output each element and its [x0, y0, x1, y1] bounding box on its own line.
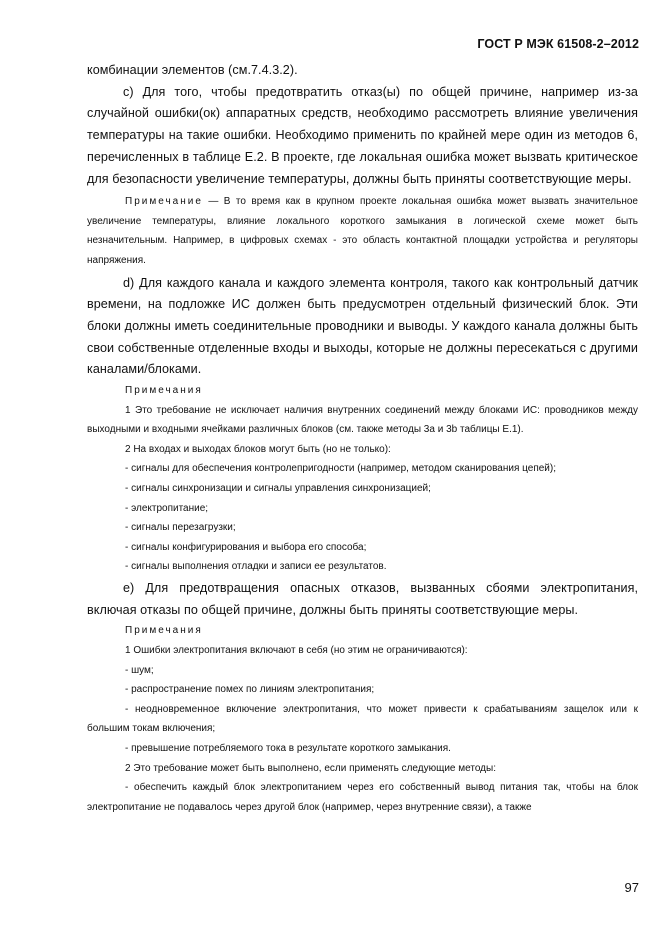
- list-item: - шум;: [125, 664, 154, 676]
- paragraph-continuation: комбинации элементов (см.7.4.3.2).: [87, 63, 298, 77]
- paragraph-d: d) Для каждого канала и каждого элемента контроля, такого как контрольный датчик времени, на подложке ИС должен быть предусмотрен отдельный физический блок. Эти блоки должны иметь соединительные проводники и выводы. У каждого канала должны быть свои собственные отделенные входы и выходы, которые не должны пересекаться с другими каналами/блоками.: [87, 275, 638, 377]
- list-item: - сигналы для обеспечения контролепригодности (например, методом сканирования цепей);: [125, 463, 556, 475]
- note-2-item-2: 2 На входах и выходах блоков могут быть (но не только):: [125, 443, 391, 455]
- note-2-item-1: 1 Это требование не исключает наличия внутренних соединений между блоками ИС: проводников между выходными и входными ячейками различных блоков (см. также методы 3а и 3b таблицы Е.1).: [87, 404, 638, 436]
- page-number: 97: [624, 880, 639, 895]
- note-3-item-1: 1 Ошибки электропитания включают в себя (но этим не ограничиваются):: [125, 645, 468, 657]
- list-item: - сигналы выполнения отладки и записи ее результатов.: [125, 561, 387, 573]
- note-text: — В то время как в крупном проекте локальная ошибка может вызвать значительное увеличение температуры, влияние локального короткого замыкания в логической схеме может быть незначительным. Например, в цифровых схемах - это область контактной площадки устройства и регуляторы напряжения.: [87, 196, 638, 266]
- list-item: - неодновременное включение электропитания, что может привести к срабатываниям защелок или к большим токам включения;: [87, 703, 638, 735]
- note-1: [87, 192, 638, 270]
- paragraph-e: e) Для предотвращения опасных отказов, вызванных сбоями электропитания, включая отказы по общей причине, должны быть приняты соответствующие меры.: [87, 581, 638, 617]
- page-body: [87, 60, 638, 817]
- note-3-item-2: 2 Это требование может быть выполнено, если применять следующие методы:: [125, 762, 496, 774]
- note-label: Примечание: [125, 196, 203, 208]
- list-item: - сигналы перезагрузки;: [125, 522, 236, 534]
- notes-label-3: Примечания: [125, 625, 203, 637]
- list-item: - распространение помех по линиям электропитания;: [125, 684, 375, 696]
- paragraph-c: c) Для того, чтобы предотвратить отказ(ы) по общей причине, например из-за случайной ошибки(ок) аппаратных средств, необходимо рассмотреть влияние увеличения температуры на такие ошибки. Необходимо применить по крайней мере один из методов 6, перечисленных в таблице Е.2. В проекте, где локальная ошибка может вызвать критическое для безопасности увеличение температуры, должны быть приняты соответствующие меры.: [87, 84, 638, 186]
- notes-label-2: Примечания: [125, 385, 203, 397]
- page-header: ГОСТ Р МЭК 61508-2–2012: [477, 37, 639, 51]
- list-item: - обеспечить каждый блок электропитанием через его собственный вывод питания так, чтобы на блок электропитание не подавалось через другой блок (например, через внутренние связи), а также: [87, 782, 638, 813]
- list-item: - сигналы конфигурирования и выбора его способа;: [125, 541, 367, 553]
- list-item: - превышение потребляемого тока в результате короткого замыкания.: [125, 743, 451, 755]
- list-item: - сигналы синхронизации и сигналы управления синхронизацией;: [125, 483, 431, 495]
- list-item: - электропитание;: [125, 502, 209, 514]
